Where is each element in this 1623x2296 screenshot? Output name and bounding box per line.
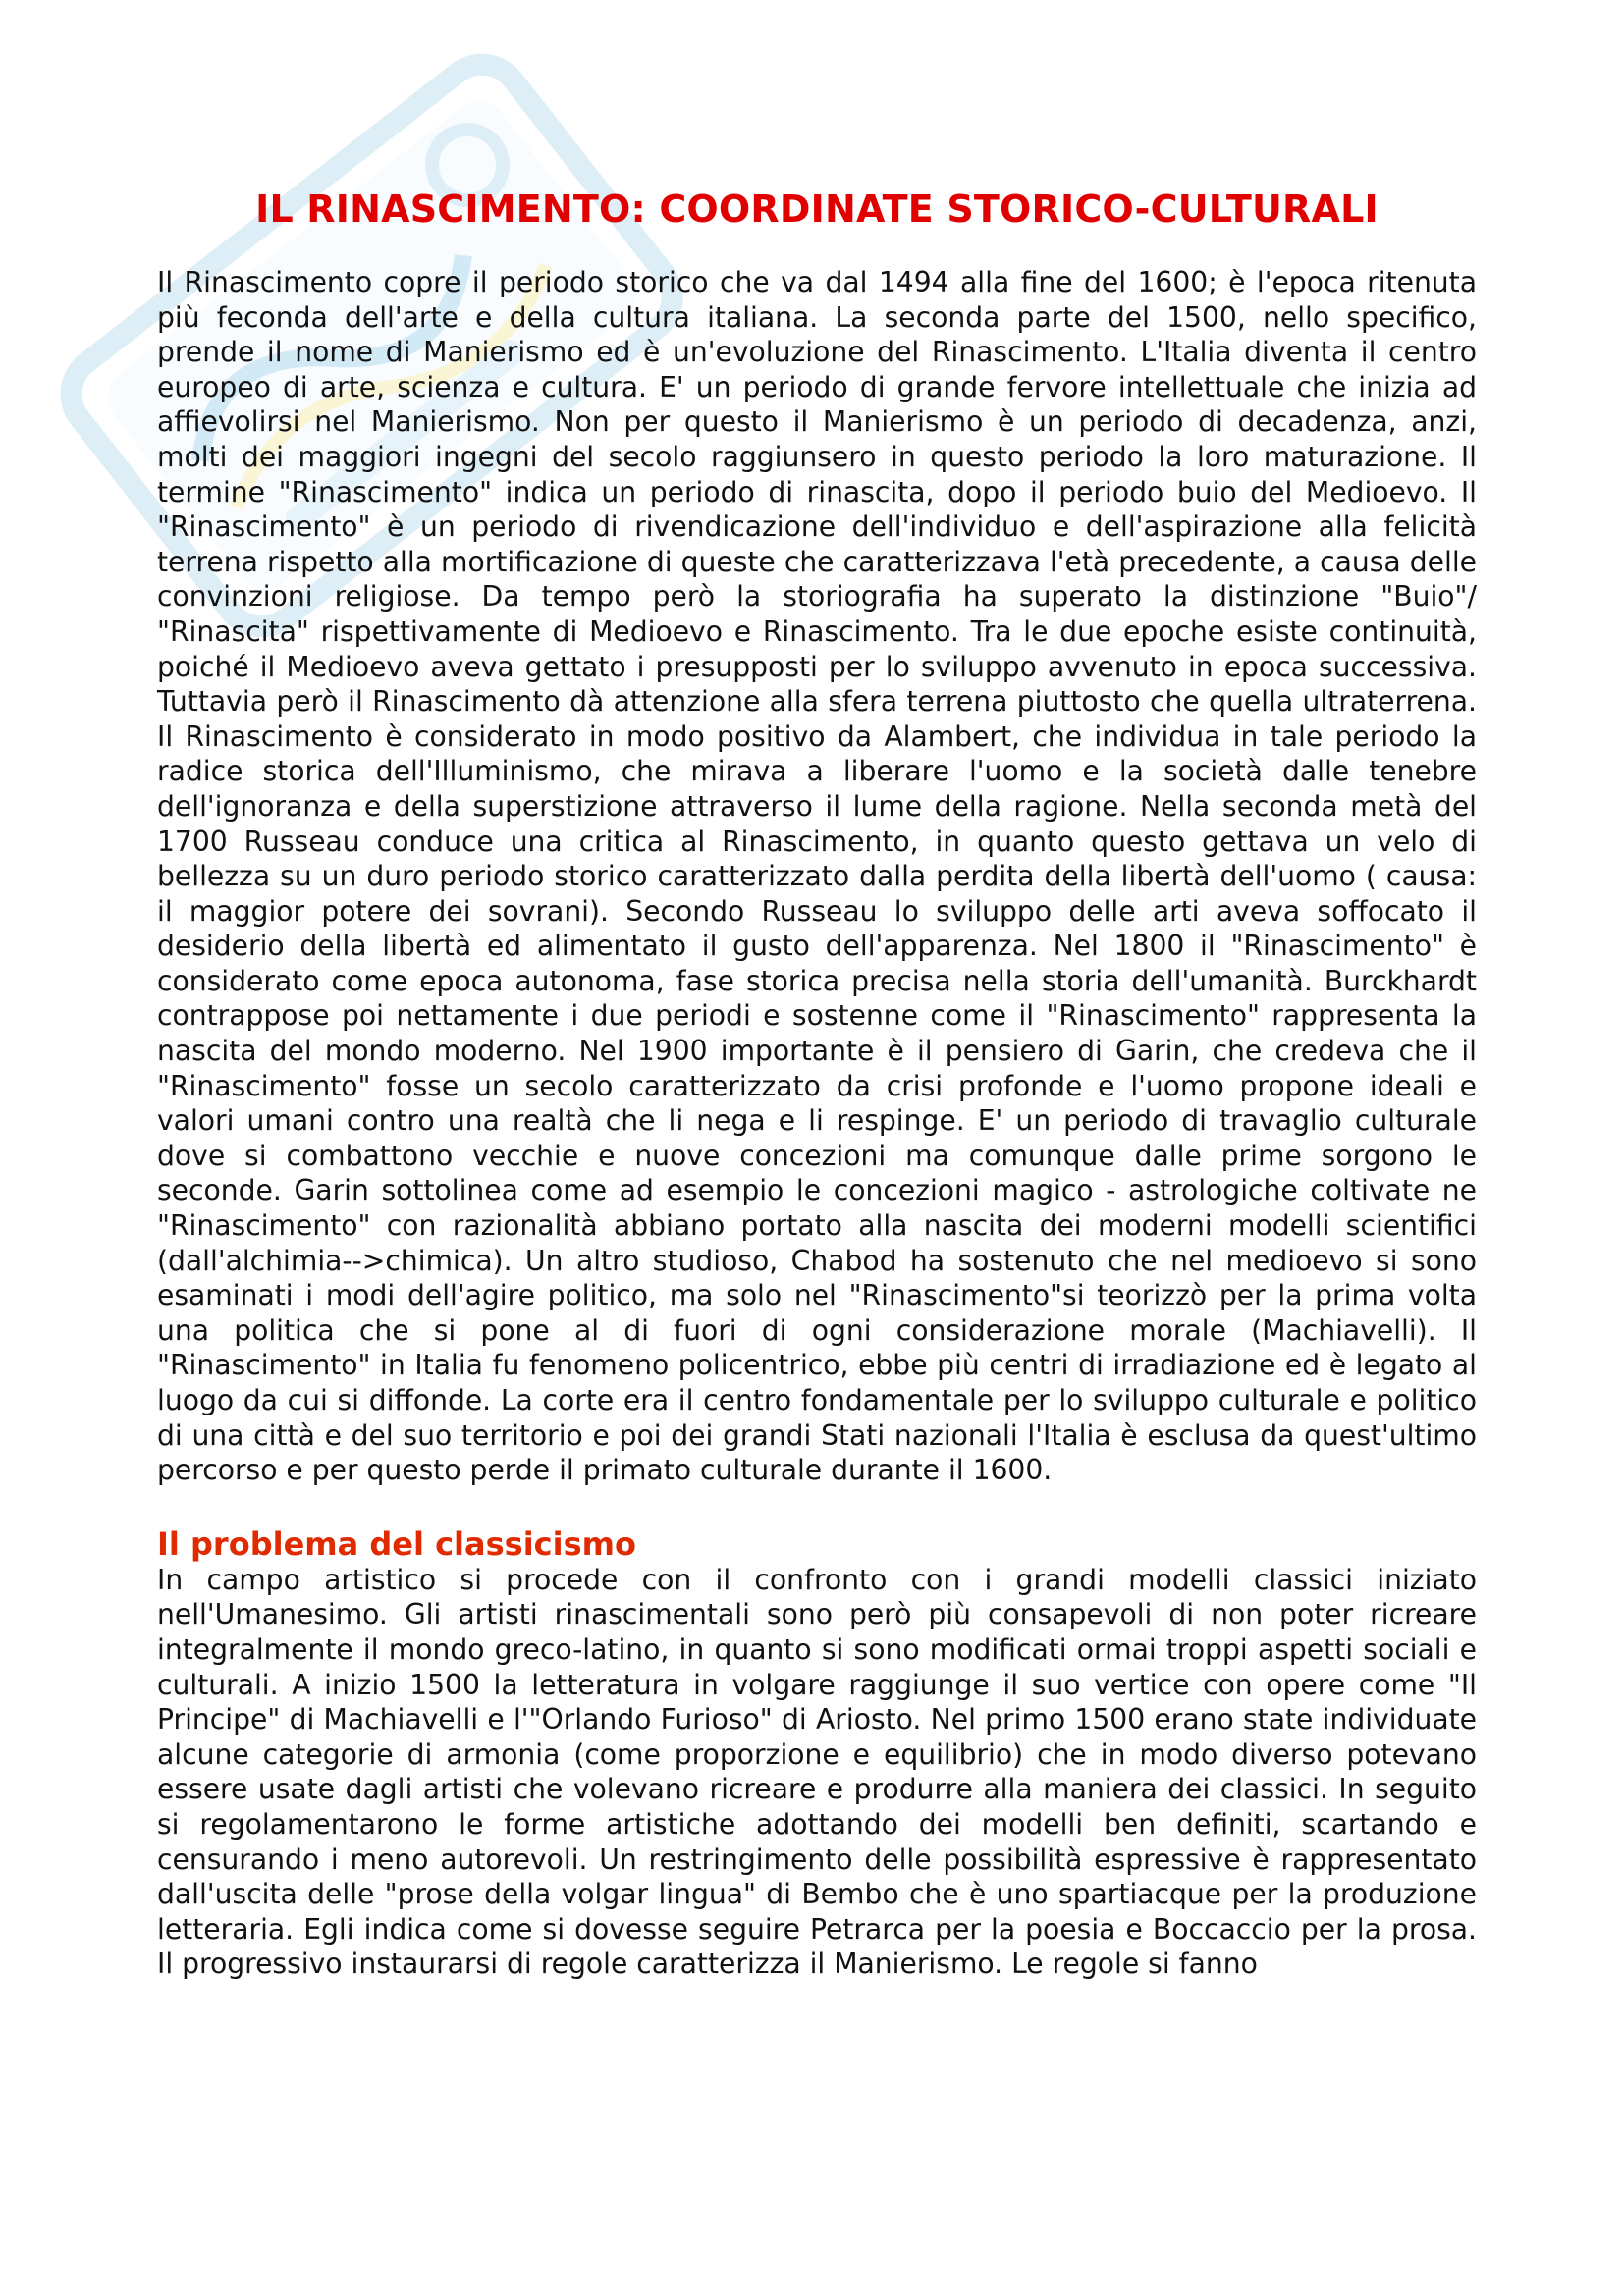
section-heading-classicismo: Il problema del classicismo [157,1524,636,1563]
body-paragraph-classicismo: In campo artistico si procede con il confronto con i grandi modelli classici iniziato nell'Umanesimo. Gli artisti rinascimentali sono però più consapevoli di non poter ricreare integralmente il mondo greco-latino, in quanto si sono modificati ormai troppi aspetti sociali e culturali. A inizio 1500 la letteratura in volgare raggiunge il suo vertice con opere come "Il Principe" di Machiavelli e l'"Orlando Furioso" di Ariosto. Nel primo 1500 erano state individuate alcune categorie di armonia (come proporzione e equilibrio) che in modo diverso potevano essere usate dagli artisti che volevano ricreare e produrre alla maniera dei classici. In seguito si regolamentarono le forme artistiche adottando dei modelli ben definiti, scartando e censurando i meno autorevoli. Un restringimento delle possibilità espressive è rappresentato dall'uscita delle "prose della volgar lingua" di Bembo che è uno spartiacque per la produzione letteraria. Egli indica come si dovesse seguire Petrarca per la poesia e Boccaccio per la prosa. Il progressivo instaurarsi di regole caratterizza il Manierismo. Le regole si fanno [157,1563,1477,1981]
document-title: IL RINASCIMENTO: COORDINATE STORICO-CULTURALI [255,187,1379,231]
body-paragraph-intro: Il Rinascimento copre il periodo storico che va dal 1494 alla fine del 1600; è l'epoca ritenuta più feconda dell'arte e della cultura italiana. La seconda parte del 1500, nello specifico, prende il nome di Manierismo ed è un'evoluzione del Rinascimento. L'Italia diventa il centro europeo di arte, scienza e cultura. E' un periodo di grande fervore intellettuale che inizia ad affievolirsi nel Manierismo. Non per questo il Manierismo è un periodo di decadenza, anzi, molti dei maggiori ingegni del secolo raggiunsero in questo periodo la loro maturazione. Il termine "Rinascimento" indica un periodo di rinascita, dopo il periodo buio del Medioevo. Il "Rinascimento" è un periodo di rivendicazione dell'individuo e dell'aspirazione alla felicità terrena rispetto alla mortificazione di queste che caratterizzava l'età precedente, a causa delle convinzioni religiose. Da tempo però la storiografia ha superato la distinzione "Buio"/ "Rinascita" rispettivamente di Medioevo e Rinascimento. Tra le due epoche esiste continuità, poiché il Medioevo aveva gettato i presupposti per lo sviluppo avvenuto in epoca successiva. Tuttavia però il Rinascimento dà attenzione alla sfera terrena piuttosto che quella ultraterrena. Il Rinascimento è considerato in modo positivo da Alambert, che individua in tale periodo la radice storica dell'Illuminismo, che mirava a liberare l'uomo e la società dalle tenebre dell'ignoranza e della superstizione attraverso il lume della ragione. Nella seconda metà del 1700 Russeau conduce una critica al Rinascimento, in quanto questo gettava un velo di bellezza su un duro periodo storico caratterizzato dalla perdita della libertà dell'uomo ( causa: il maggior potere dei sovrani). Secondo Russeau lo sviluppo delle arti aveva soffocato il desiderio della libertà ed alimentato il gusto dell'apparenza. Nel 1800 il "Rinascimento" è considerato come epoca autonoma, fase storica precisa nella storia dell'umanità. Burckhardt contrappose poi nettamente i due periodi e sostenne come il "Rinascimento" rappresenta la nascita del mondo moderno. Nel 1900 importante è il pensiero di Garin, che credeva che il "Rinascimento" fosse un secolo caratterizzato da crisi profonde e l'uomo propone ideali e valori umani contro una realtà che li nega e li respinge. E' un periodo di travaglio culturale dove si combattono vecchie e nuove concezioni ma comunque dalle prime sorgono le seconde. Garin sottolinea come ad esempio le concezioni magico - astrologiche coltivate ne "Rinascimento" con razionalità abbiano portato alla nascita dei moderni modelli scientifici (dall'alchimia-->chimica). Un altro studioso, Chabod ha sostenuto che nel medioevo si sono esaminati i modi dell'agire politico, ma solo nel "Rinascimento"si teorizzò per la prima volta una politica che si pone al di fuori di ogni considerazione morale (Machiavelli). Il "Rinascimento" in Italia fu fenomeno policentrico, ebbe più centri di irradiazione ed è legato al luogo da cui si diffonde. La corte era il centro fondamentale per lo sviluppo culturale e politico di una città e del suo territorio e poi dei grandi Stati nazionali l'Italia è esclusa da quest'ultimo percorso e per questo perde il primato culturale durante il 1600. [157,266,1477,1487]
document-page [157,187,1477,1982]
